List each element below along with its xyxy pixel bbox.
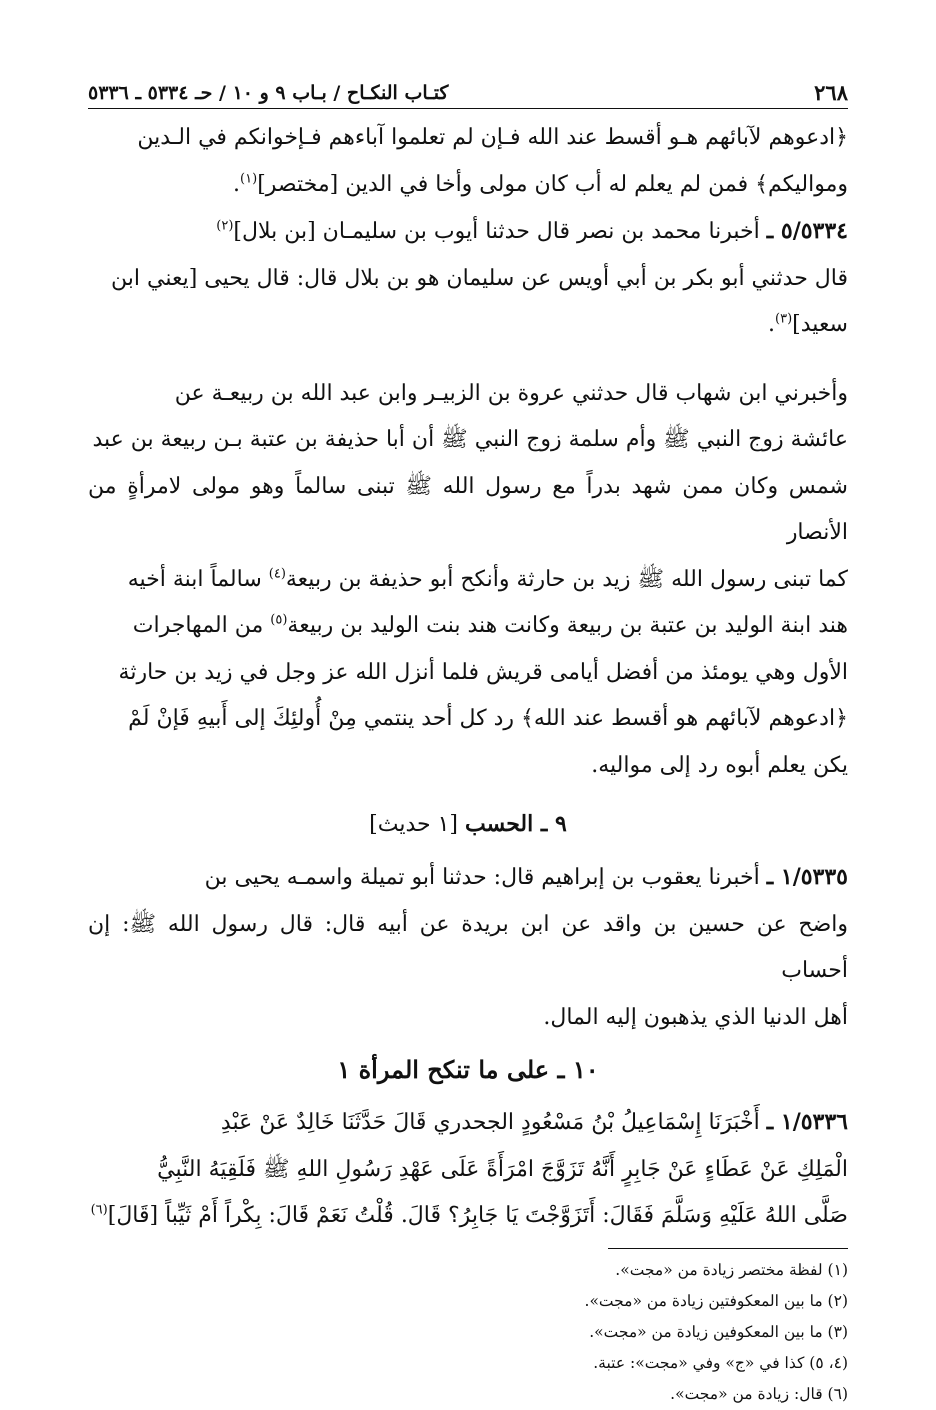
footnote-divider [608,1248,848,1249]
text-line: من المهاجرات [132,613,271,638]
section-count: [١ حديث] [369,812,465,837]
text-line: سعيد] [792,312,848,337]
footnote-item: (١) لفظة مختصر زيادة من «مجت». [615,1260,848,1279]
text-line: ﴿ادعوهم لآبائهم هـو أقسط عند الله فـإن لم تعلموا آباءهم فـإخوانكم في الـدين [137,125,848,150]
hadith-number: ١/٥٣٣٥ ـ [766,864,848,890]
section-heading-9 [88,801,848,848]
text-line: واضح عن حسين بن واقد عن ابن بريدة عن أبيه قال: قال رسول الله ﷺ: إن أحساب [88,911,848,983]
hadith-5334 [88,208,848,349]
punctuation: . [768,312,776,337]
text-line: شمس وكان ممن شهد بدراً مع رسول الله ﷺ تبنى سالماً وهو مولى لامرأةٍ من الأنصار [88,473,848,545]
text-line: قال حدثني أبو بكر بن أبي أويس عن سليمان هو بن بلال قال: قال يحيى [يعني ابن [111,265,848,291]
running-title: كتـاب النكـاح / بـاب ٩ و ١٠ / حـ ٥٣٣٤ ـ ٥٣٣٦ [88,82,449,104]
hadith-5335 [88,854,848,1041]
footnote-ref: (٥) [270,612,288,628]
text-line: وأخبرني ابن شهاب قال حدثني عروة بن الزبيـر وابن عبد الله بن ربيعـة عن [174,380,848,406]
book-page [88,78,848,1410]
section-title: ١٠ ـ على ما تنكح المرأة ١ [337,1055,599,1084]
page-number: ٢٦٨ [814,80,848,105]
text-line: يكن يعلم أبوه رد إلى مواليه. [591,752,848,778]
hadith-number: ١/٥٣٣٦ ـ [766,1109,848,1135]
section-title: ٩ ـ الحسب [465,811,567,837]
hadith-5336 [88,1099,848,1240]
footnotes [88,1255,848,1410]
text-line: أَخْبَرَنَا إِسْمَاعِيلُ بْنُ مَسْعُودٍ الجحدري قَالَ حَدَّثَنَا خَالِدٌ عَنْ عَبْدِ [220,1110,760,1135]
footnote-item: (٦) قال: زيادة من «مجت». [670,1384,848,1403]
footnote-item: (٢) ما بين المعكوفتين زيادة من «مجت». [584,1291,848,1310]
footnote-ref: (٢) [216,218,234,234]
section-heading-10 [88,1047,848,1093]
hadith-number: ٥/٥٣٣٤ ـ [766,218,848,244]
footnote-ref: (٤) [268,566,286,582]
text-line: أخبرنا يعقوب بن إبراهيم قال: حدثنا أبو تميلة واسمـه يحيى بن [204,865,760,890]
text-line: كما تبنى رسول الله ﷺ زيد بن حارثة وأنكح أبو حذيفة بن ربيعة [285,566,848,592]
text-line: صَلَّى اللهُ عَلَيْهِ وَسَلَّمَ فَقَالَ: أَتَزَوَّجْتَ يَا جَابِرُ؟ قَالَ. قُلْتُ نَعَمْ قَالَ: بِكْراً أَمْ ثَيِّباً [قَالَ] [107,1203,848,1228]
footnote-ref: (٣) [775,311,793,327]
footnote-ref: (١) [240,171,258,187]
footnote-item: (٣) ما بين المعكوفين زيادة من «مجت». [589,1322,848,1341]
text-line: ومواليكم﴾ فمن لم يعلم له أب كان مولى وأخا في الدين [مختصر] [257,171,848,197]
text-line: الأول وهي يومئذ من أفضل أيامى قريش فلما أنزل الله عز وجل في زيد بن حارثة [118,659,848,685]
paragraph-quran-verse [88,115,848,208]
footnote-item: (٤، ٥) كذا في «ج» وفي «مجت»: عتبة. [593,1353,848,1372]
text-line: هند ابنة الوليد بن عتبة بن ربيعة وكانت هند بنت الوليد بن ربيعة [287,613,848,638]
page-header [88,78,848,109]
text-line: ﴿ادعوهم لآبائهم هو أقسط عند الله﴾ رد كل أحد ينتمي مِنْ أُولئِكَ إلى أَبيهِ فَإنْ لَمْ [128,706,848,731]
text-line: سالماً ابنة أخيه [127,566,269,592]
text-line: عائشة زوج النبي ﷺ وأم سلمة زوج النبي ﷺ أن أبا حذيفة بن عتبة بـن ربيعة بن عبد [92,427,848,452]
punctuation: . [233,171,241,197]
footnote-ref: (٦) [90,1202,108,1218]
paragraph-narration [88,371,848,790]
text-line: الْمَلِكِ عَنْ عَطَاءٍ عَنْ جَابِرٍ أَنَّهُ تَزَوَّجَ امْرَأَةً عَلَى عَهْدِ رَسُولِ اللهِ ﷺ فَلَقِيَهُ النَّبِيُّ [157,1156,848,1182]
text-line: أخبرنا محمد بن نصر قال حدثنا أيوب بن سليمـان [بن بلال] [233,219,760,244]
text-line: أهل الدنيا الذي يذهبون إليه المال. [543,1004,848,1030]
